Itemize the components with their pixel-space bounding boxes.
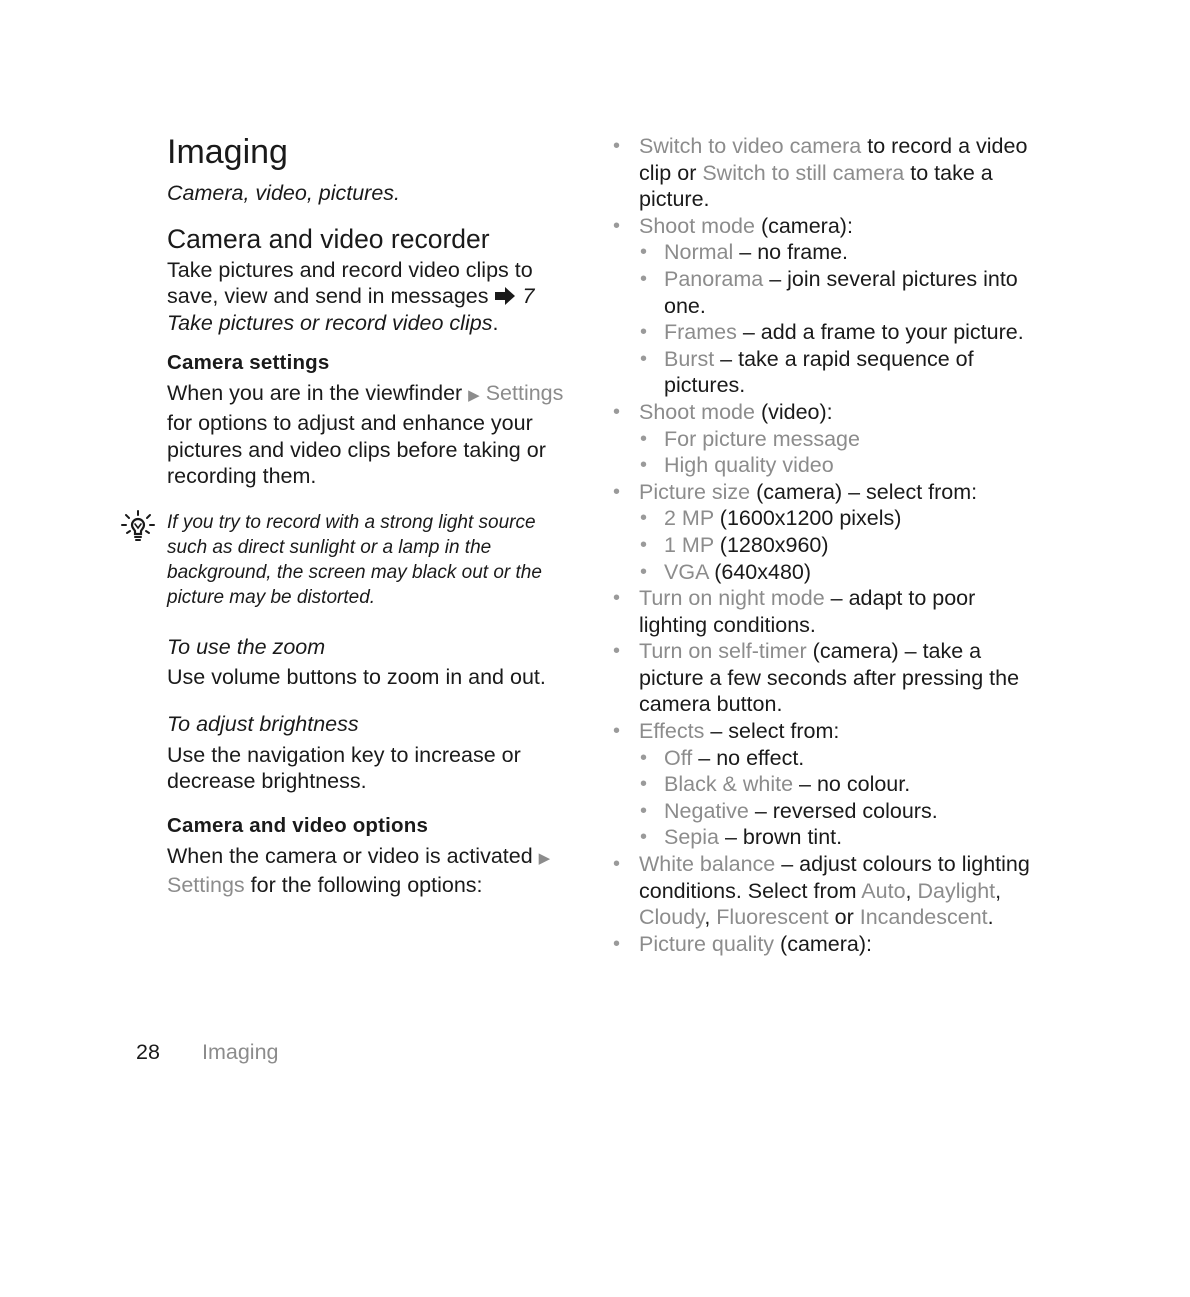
page-subtitle: Camera, video, pictures. [167, 181, 401, 205]
options-text-2: for the following options: [250, 873, 483, 898]
camera-settings-heading: Camera settings [167, 351, 330, 375]
sub-list-item [639, 319, 1042, 346]
settings-paragraph [167, 380, 572, 489]
option-text: (640x480) [714, 559, 812, 584]
section-title: Camera and video recorder [167, 223, 490, 254]
intro-text: Take pictures and record video clips to save, view and send in messages [167, 257, 533, 309]
list-item [612, 213, 1042, 399]
tip-text: If you try to record with a strong light source such as direct sunlight or a lamp in the background, the screen may black out or the picture may be distorted. [167, 511, 542, 608]
option-link: Frames [664, 320, 737, 345]
list-item-text: to record a video clip or [639, 134, 1028, 185]
options-list [612, 133, 1042, 957]
list-item [612, 718, 1042, 851]
reference-arrow-icon [494, 287, 516, 305]
option-text: – no frame. [739, 240, 849, 265]
sub-list-item [639, 745, 1042, 772]
option-link: 2 MP [664, 506, 714, 531]
left-column [167, 130, 572, 899]
option-link: Incandescent [859, 905, 988, 930]
self-timer-link: Turn on self-timer [639, 639, 807, 664]
list-item-text: – adjust colours to lighting conditions. Select from [639, 852, 1030, 903]
sub-list [639, 426, 1042, 479]
night-mode-link: Turn on night mode [639, 586, 825, 611]
list-item-text: (video): [760, 399, 833, 424]
effects-link: Effects [639, 719, 705, 744]
menu-arrow-icon: ▶ [538, 849, 551, 867]
picture-size-link: Picture size [639, 479, 751, 504]
page-footer [136, 1039, 279, 1065]
page-title: Imaging [167, 133, 288, 171]
sub-list [639, 745, 1042, 851]
list-item [612, 399, 1042, 479]
list-item [612, 479, 1042, 585]
sub-list-item [639, 559, 1042, 586]
option-text: – brown tint. [724, 825, 843, 850]
sub-list-item [639, 798, 1042, 825]
option-text: (1600x1200 pixels) [719, 506, 902, 531]
option-link: Cloudy [639, 905, 705, 930]
list-item-text: (camera) – select from: [756, 479, 978, 504]
option-link: Black & white [664, 772, 794, 797]
options-text-1: When the camera or video is activated [167, 843, 533, 868]
option-link: Normal [664, 240, 734, 265]
options-paragraph [167, 843, 572, 899]
option-link: Off [664, 745, 693, 770]
shoot-mode-camera-link: Shoot mode [639, 213, 755, 238]
shoot-mode-video-link: Shoot mode [639, 399, 755, 424]
list-item-text: – adapt to poor lighting conditions. [639, 586, 976, 637]
tip-note [167, 510, 572, 610]
list-item [612, 133, 1042, 213]
settings-link: Settings [485, 381, 564, 406]
picture-quality-link: Picture quality [639, 931, 775, 956]
settings-text-2: for options to adjust and enhance your pictures and video clips before taking or recording them. [167, 410, 546, 489]
option-link: Daylight [917, 878, 996, 903]
switch-still-link: Switch to still camera [702, 160, 905, 185]
right-column [612, 133, 1042, 957]
option-text: – join several pictures into one. [664, 266, 1018, 318]
sub-list-item [639, 532, 1042, 559]
sub-list [639, 239, 1042, 399]
option-text: – take a rapid sequence of pictures. [664, 346, 974, 398]
list-item [612, 638, 1042, 718]
list-item-text: (camera): [760, 213, 853, 238]
sub-list-item [639, 452, 1042, 479]
zoom-heading: To use the zoom [167, 634, 326, 659]
option-text: – no effect. [698, 745, 805, 770]
option-link: High quality video [664, 453, 834, 478]
sub-list-item [639, 346, 1042, 399]
footer-section: Imaging [202, 1040, 279, 1064]
option-text: (1280x960) [719, 532, 829, 557]
options-link: Settings [167, 873, 245, 898]
list-item: • White balance – adjust colours to lighting conditions. Select from Auto, Daylight, Cloudy, Fluorescent or Incandescent. [612, 851, 1042, 931]
sub-list-item [639, 505, 1042, 532]
sub-list [639, 505, 1042, 585]
option-link: For picture message [664, 426, 860, 451]
option-link: Panorama [664, 266, 764, 291]
option-link: Burst [664, 346, 715, 371]
zoom-text: Use volume buttons to zoom in and out. [167, 665, 546, 690]
list-item-text: (camera): [780, 931, 873, 956]
option-text: – reversed colours. [754, 798, 938, 823]
brightness-text: Use the navigation key to increase or decrease brightness. [167, 742, 521, 794]
sub-list-item [639, 239, 1042, 266]
list-item [612, 585, 1042, 638]
intro-paragraph [167, 257, 572, 337]
list-item-text: – select from: [710, 719, 840, 744]
list-item-text: (camera) – take a picture a few seconds after pressing the camera button. [639, 639, 1020, 717]
menu-arrow-icon: ▶ [468, 387, 480, 405]
option-link: Sepia [664, 825, 719, 850]
lightbulb-icon [121, 510, 155, 544]
option-link: Negative [664, 798, 749, 823]
sub-list-item [639, 824, 1042, 851]
sub-list-item [639, 426, 1042, 453]
settings-text-1: When you are in the viewfinder [167, 381, 463, 406]
list-item [612, 931, 1042, 958]
options-heading: Camera and video options [167, 813, 429, 837]
option-link: VGA [664, 559, 709, 584]
switch-video-link: Switch to video camera [639, 134, 862, 158]
list-item-text: to take a picture. [639, 160, 993, 212]
option-text: – add a frame to your picture. [742, 320, 1024, 345]
brightness-heading: To adjust brightness [167, 711, 359, 736]
option-text: – no colour. [799, 772, 911, 797]
option-link: Auto [861, 878, 906, 903]
page-number: 28 [136, 1040, 160, 1064]
sub-list-item [639, 266, 1042, 319]
option-link: 1 MP [664, 532, 714, 557]
intro-reference: 7 Take pictures or record video clips [167, 284, 535, 335]
sub-list-item [639, 771, 1042, 798]
list-item-text: or [834, 905, 854, 930]
option-link: Fluorescent [716, 905, 829, 930]
intro-end: . [492, 310, 499, 335]
white-balance-link: White balance [639, 852, 776, 877]
